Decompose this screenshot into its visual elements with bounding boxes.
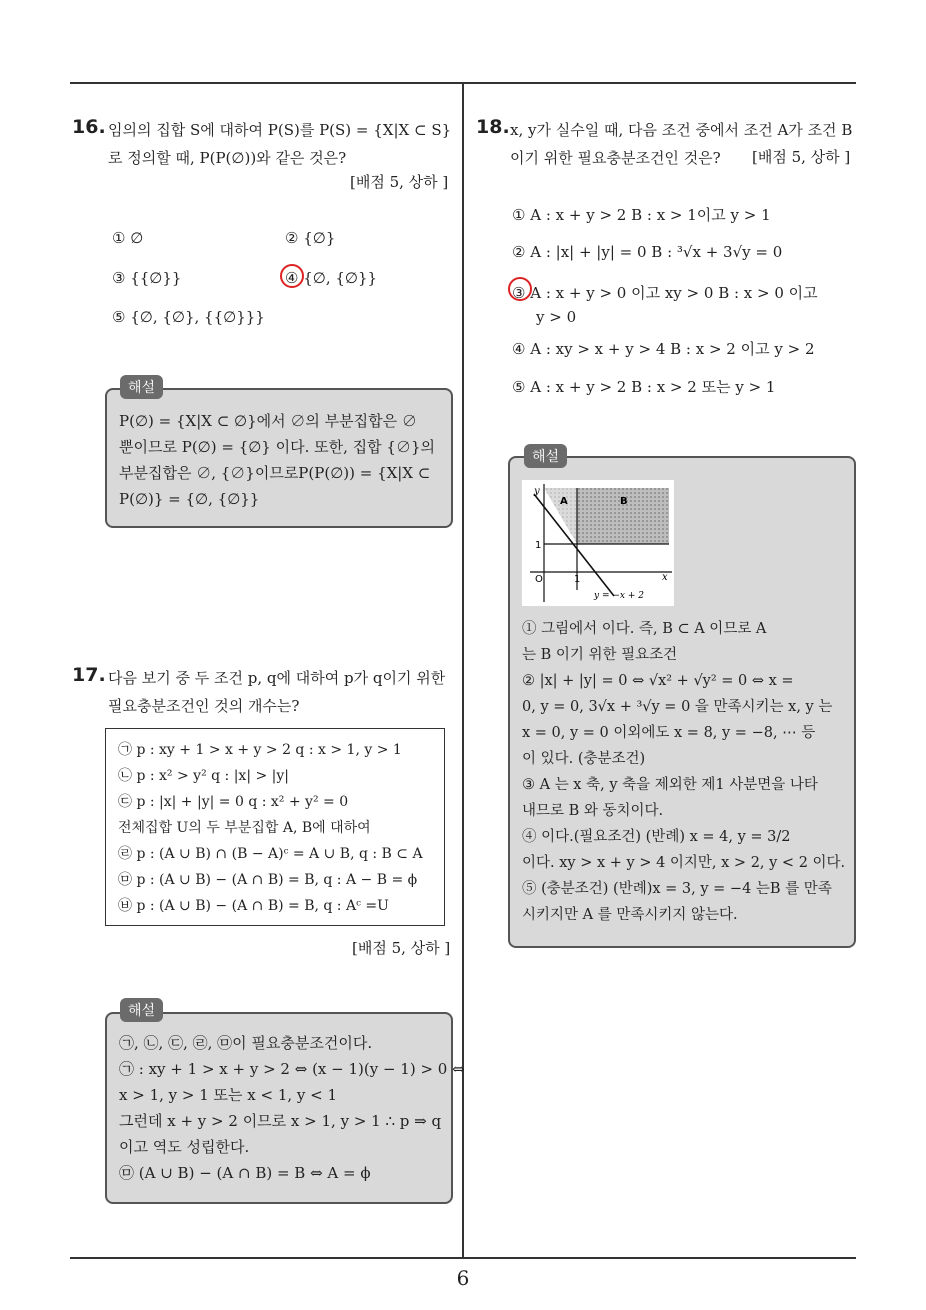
graph-origin-label: O <box>535 574 543 585</box>
q18-solution-line: 는 B 이기 위한 필요조건 <box>522 647 678 663</box>
q18-solution-line: 0, y = 0, 3√x + ³√y = 0 을 만족시키는 x, y 는 <box>522 699 833 715</box>
q17-solution-line: ㉠, ㉡, ㉢, ㉣, ㉤이 필요충분조건이다. <box>119 1034 373 1052</box>
q16-choice-5[interactable]: ⑤ {∅, {∅}, {{∅}}} <box>112 308 265 326</box>
q17-condition: ㉡ p : x² > y² q : |x| > |y| <box>118 768 290 784</box>
q18-solution-line: x = 0, y = 0 이외에도 x = 8, y = −8, ⋯ 등 <box>522 725 816 741</box>
q17-solution-line: x > 1, y > 1 또는 x < 1, y < 1 <box>119 1086 338 1104</box>
q16-question <box>108 116 451 172</box>
q18-choice-1[interactable]: ① A : x + y > 2 B : x > 1이고 y > 1 <box>512 206 771 224</box>
q17-condition: 전체집합 U의 두 부분집합 A, B에 대하여 <box>118 820 371 836</box>
q18-solution-line: ② |x| + |y| = 0 ⇔ √x² + √y² = 0 ⇔ x = <box>522 673 794 689</box>
q18-choice-2[interactable]: ② A : |x| + |y| = 0 B : ³√x + 3√y = 0 <box>512 243 783 261</box>
q17-condition: ㉣ p : (A ∪ B) ∩ (B − A)ᶜ = A ∪ B, q : B ⊂ A <box>118 846 423 862</box>
q17-number: 17. <box>72 664 106 686</box>
q18-score: [배점 5, 상하 ] <box>752 148 851 166</box>
q17-condition: ㉠ p : xy + 1 > x + y > 2 q : x > 1, y > 1 <box>118 742 402 758</box>
q17-solution-line: ㉤ (A ∪ B) − (A ∩ B) = B ⇔ A = ϕ <box>119 1164 371 1182</box>
q17-condition: ㉤ p : (A ∪ B) − (A ∩ B) = B, q : A − B = ϕ <box>118 872 418 888</box>
q18-solution-tag: 해설 <box>524 444 567 468</box>
q17-condition: ㉥ p : (A ∪ B) − (A ∩ B) = B, q : Aᶜ =U <box>118 898 389 914</box>
q17-question <box>108 664 445 720</box>
q18-text-line2: 이기 위한 필요충분조건인 것은? <box>510 149 721 167</box>
graph-y-label: y <box>534 486 540 497</box>
q18-solution-line: 내므로 B 와 동치이다. <box>522 803 664 819</box>
q18-number: 18. <box>476 116 510 138</box>
q17-condition: ㉢ p : |x| + |y| = 0 q : x² + y² = 0 <box>118 794 349 810</box>
q18-choice-4[interactable]: ④ A : xy > x + y > 4 B : x > 2 이고 y > 2 <box>512 340 815 358</box>
q18-graph-figure <box>522 480 674 606</box>
q16-solution-line: P(∅) = {X|X ⊂ ∅}에서 ∅의 부분집합은 ∅ <box>119 412 417 430</box>
graph-x-label: x <box>662 572 668 583</box>
q17-solution-line: 그런데 x + y > 2 이므로 x > 1, y > 1 ∴ p ⇒ q <box>119 1112 442 1130</box>
q16-score: [배점 5, 상하 ] <box>350 173 449 191</box>
q18-choice-3[interactable]: ③ A : x + y > 0 이고 xy > 0 B : x > 0 이고 <box>512 284 818 302</box>
q16-solution-text <box>119 408 435 512</box>
q17-solution-line: ㉠ : xy + 1 > x + y > 2 ⇔ (x − 1)(y − 1) > 0 ⇔ <box>119 1060 465 1078</box>
q17-conditions-box <box>105 728 445 926</box>
graph-a-label: A <box>560 496 568 507</box>
q16-choice-4[interactable]: ④ {∅, {∅}} <box>285 269 378 287</box>
graph-line-label: y = −x + 2 <box>594 591 644 601</box>
q17-solution-tag: 해설 <box>120 998 163 1022</box>
q16-choice-2[interactable]: ② {∅} <box>285 229 336 247</box>
q16-choice-3[interactable]: ③ {{∅}} <box>112 269 182 287</box>
q17-score: [배점 5, 상하 ] <box>352 939 451 957</box>
bottom-rule <box>70 1257 856 1259</box>
q16-solution-line: 부분집합은 ∅, {∅}이므로P(P(∅)) = {X|X ⊂ <box>119 464 431 482</box>
q16-solution-tag: 해설 <box>120 375 163 399</box>
q18-solution-line: 이 있다. (충분조건) <box>522 751 646 767</box>
q18-solution-line: 시키지만 A 를 만족시키지 않는다. <box>522 907 738 923</box>
page-number: 6 <box>456 1266 470 1290</box>
q16-solution-line: P(∅)} = {∅, {∅}} <box>119 490 260 508</box>
q17-solution-line: 이고 역도 성립한다. <box>119 1138 250 1156</box>
q18-choice-5[interactable]: ⑤ A : x + y > 2 B : x > 2 또는 y > 1 <box>512 378 776 396</box>
q18-solution-line: ⑤ (충분조건) (반례)x = 3, y = −4 는B 를 만족 <box>522 881 832 897</box>
q18-text-line1: x, y가 실수일 때, 다음 조건 중에서 조건 A가 조건 B <box>510 121 853 139</box>
q18-solution-line: 이다. xy > x + y > 4 이지만, x > 2, y < 2 이다. <box>522 855 846 871</box>
q16-text-line2: 로 정의할 때, P(P(∅))와 같은 것은? <box>108 149 347 167</box>
q18-solution-line: ① 그림에서 이다. 즉, B ⊂ A 이므로 A <box>522 621 767 637</box>
q16-text-line1: 임의의 집합 S에 대하여 P(S)를 P(S) = {X|X ⊂ S} <box>108 121 452 139</box>
q16-solution-line: 뿐이므로 P(∅) = {∅} 이다. 또한, 집합 {∅}의 <box>119 438 435 456</box>
q18-choice-3-cont: y > 0 <box>536 308 577 326</box>
q17-text-line1: 다음 보기 중 두 조건 p, q에 대하여 p가 q이기 위한 <box>108 669 446 687</box>
q18-solution-line: ④ 이다.(필요조건) (반례) x = 4, y = 3/2 <box>522 829 791 845</box>
graph-tick-y1: 1 <box>535 540 542 551</box>
region-graph <box>522 480 674 606</box>
q16-number: 16. <box>72 116 106 138</box>
q16-choice-1[interactable]: ① ∅ <box>112 229 144 247</box>
q17-solution-text <box>119 1030 465 1186</box>
q17-solution-box <box>105 1012 465 1204</box>
q16-solution-box <box>105 388 453 528</box>
graph-tick-x1: 1 <box>574 574 581 585</box>
q18-solution-text <box>522 616 845 928</box>
q17-text-line2: 필요충분조건인 것의 개수는? <box>108 697 300 715</box>
q18-solution-line: ③ A 는 x 축, y 축을 제외한 제1 사분면을 나타 <box>522 777 818 793</box>
graph-b-label: B <box>620 496 628 507</box>
